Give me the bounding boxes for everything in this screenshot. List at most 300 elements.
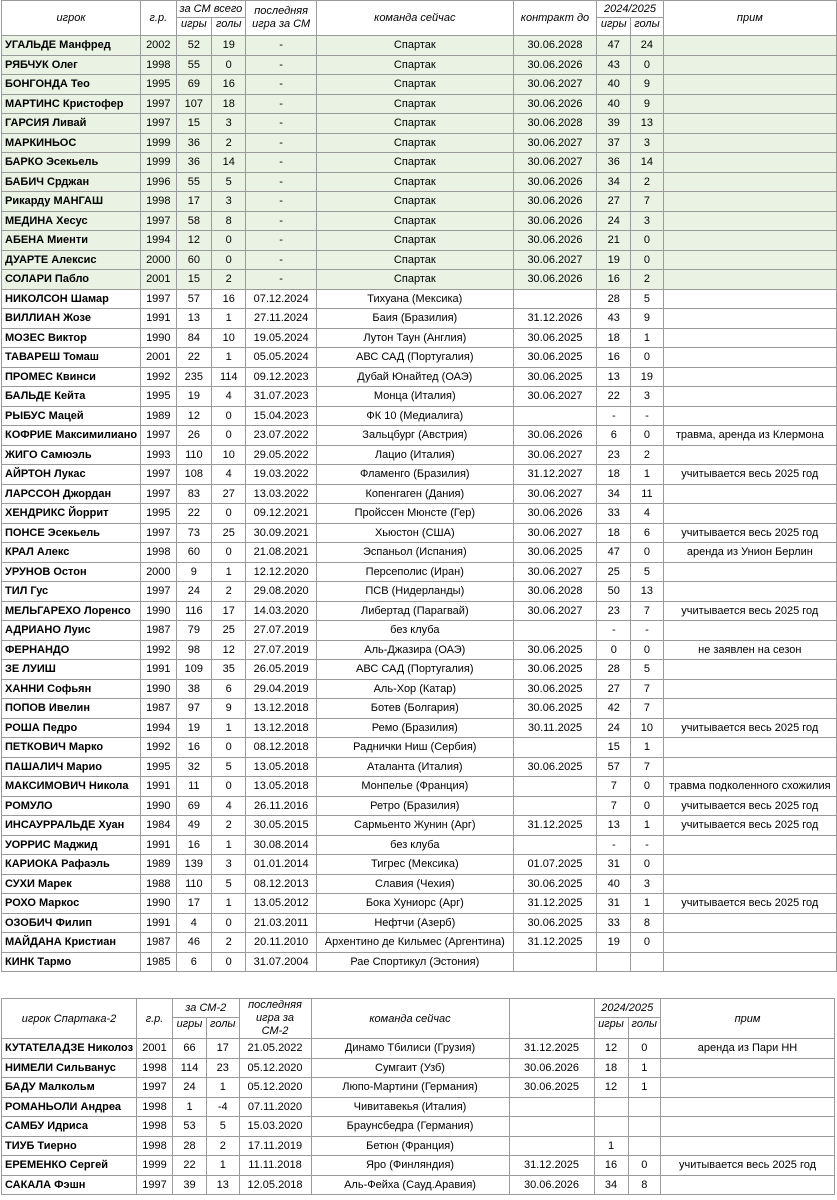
goals-cell: 0	[212, 55, 246, 75]
games-cell: 110	[176, 445, 212, 465]
player-name-cell: РОХО Маркос	[2, 894, 141, 914]
birth-year-cell: 1991	[141, 913, 176, 933]
season-goals-cell: 9	[631, 75, 663, 95]
spartak2-players-table	[1, 998, 835, 1195]
season-games-cell: 19	[597, 933, 631, 953]
player-name-cell: МЕЛЬГАРЕХО Лоренсо	[2, 601, 141, 621]
col-header-note: прим	[663, 1, 836, 36]
games-cell: 36	[176, 133, 212, 153]
games-cell: 15	[176, 270, 212, 290]
contract-cell: 30.06.2025	[513, 679, 597, 699]
season-games-cell: -	[597, 621, 631, 641]
season-games-cell: 28	[597, 289, 631, 309]
season-goals-cell: 3	[631, 874, 663, 894]
col-header-sm2-total: за СМ-2	[173, 999, 239, 1018]
games-cell: 24	[173, 1078, 207, 1098]
season-goals-cell: 2	[631, 270, 663, 290]
note-cell	[663, 835, 836, 855]
season-games-cell: 7	[597, 796, 631, 816]
season-goals-cell: 3	[631, 133, 663, 153]
contract-cell: 30.06.2025	[513, 913, 597, 933]
table-row	[2, 933, 837, 953]
goals-cell: 16	[212, 289, 246, 309]
table-row	[2, 777, 837, 797]
season-games-cell: 43	[597, 309, 631, 329]
season-goals-cell: 0	[631, 543, 663, 563]
table-row	[2, 348, 837, 368]
contract-cell: 30.06.2026	[513, 192, 597, 212]
goals-cell: -4	[207, 1097, 239, 1117]
team-cell: Дубай Юнайтед (ОАЭ)	[317, 367, 514, 387]
last-game-cell: 27.07.2019	[246, 621, 317, 641]
season-goals-cell: -	[631, 835, 663, 855]
season-games-cell: 18	[594, 1058, 628, 1078]
table-row	[2, 699, 837, 719]
season-goals-cell	[631, 952, 663, 972]
season-goals-cell: 0	[631, 250, 663, 270]
games-cell: 15	[176, 114, 212, 134]
team-cell: Спартак	[317, 192, 514, 212]
note-cell: учитывается весь 2025 год	[661, 1156, 835, 1176]
players-table	[1, 0, 837, 972]
player-name-cell: АЙРТОН Лукас	[2, 465, 141, 485]
team-cell: Аталанта (Италия)	[317, 757, 514, 777]
goals-cell: 0	[212, 738, 246, 758]
player-name-cell: ТИУБ Тиерно	[2, 1136, 137, 1156]
player-name-cell: ТИЛ Гус	[2, 582, 141, 602]
last-game-cell: 27.11.2024	[246, 309, 317, 329]
goals-cell: 19	[212, 36, 246, 56]
team-cell: Монпелье (Франция)	[317, 777, 514, 797]
games-cell: 73	[176, 523, 212, 543]
season-goals-cell: 0	[631, 640, 663, 660]
goals-cell: 0	[212, 406, 246, 426]
team-cell: Монца (Италия)	[317, 387, 514, 407]
games-cell: 12	[176, 406, 212, 426]
table-row	[2, 582, 837, 602]
contract-cell: 30.06.2025	[513, 874, 597, 894]
note-cell	[663, 250, 836, 270]
season-games-cell: 37	[597, 133, 631, 153]
games-cell: 116	[176, 601, 212, 621]
col-header-last-game: последняя игра за СМ	[246, 1, 317, 36]
season-games-cell: 57	[597, 757, 631, 777]
note-cell: учитывается весь 2025 год	[663, 523, 836, 543]
table-row	[2, 562, 837, 582]
season-games-cell: 22	[597, 387, 631, 407]
note-cell: травма, аренда из Клермона	[663, 426, 836, 446]
team-cell: Ремо (Бразилия)	[317, 718, 514, 738]
player-name-cell: АДРИАНО Луис	[2, 621, 141, 641]
player-name-cell: МАКСИМОВИЧ Никола	[2, 777, 141, 797]
note-cell	[663, 192, 836, 212]
note-cell	[663, 133, 836, 153]
note-cell	[663, 114, 836, 134]
col-header-last-game: последняя игра за СМ-2	[239, 999, 311, 1039]
player-name-cell: УРУНОВ Остон	[2, 562, 141, 582]
note-cell: учитывается весь 2025 год	[663, 816, 836, 836]
table-row	[2, 874, 837, 894]
note-cell	[663, 582, 836, 602]
player-name-cell: КОФРИЕ Максимилиано	[2, 426, 141, 446]
contract-cell: 30.06.2026	[513, 94, 597, 114]
season-goals-cell: 1	[631, 738, 663, 758]
games-cell: 19	[176, 718, 212, 738]
games-cell: 11	[176, 777, 212, 797]
last-game-cell: 26.05.2019	[246, 660, 317, 680]
season-goals-cell: 10	[631, 718, 663, 738]
contract-cell: 30.06.2027	[513, 484, 597, 504]
note-cell	[663, 172, 836, 192]
season-games-cell: 7	[597, 777, 631, 797]
col-header-season: 2024/2025	[594, 999, 660, 1018]
contract-cell: 30.06.2026	[513, 504, 597, 524]
season-games-cell: 23	[597, 601, 631, 621]
table-row	[2, 387, 837, 407]
team-cell: Аль-Фейха (Сауд.Аравия)	[311, 1175, 509, 1195]
goals-cell: 25	[212, 523, 246, 543]
note-cell	[663, 913, 836, 933]
player-name-cell: КИНК Тармо	[2, 952, 141, 972]
season-games-cell: 50	[597, 582, 631, 602]
note-cell	[663, 874, 836, 894]
games-cell: 58	[176, 211, 212, 231]
table-row	[2, 1097, 835, 1117]
team-cell: Ретро (Бразилия)	[317, 796, 514, 816]
team-cell: Нефтчи (Азерб)	[317, 913, 514, 933]
note-cell	[663, 933, 836, 953]
col-header-player: игрок Спартака-2	[2, 999, 137, 1039]
goals-cell: 3	[212, 114, 246, 134]
contract-cell: 30.06.2026	[513, 55, 597, 75]
last-game-cell: -	[246, 250, 317, 270]
col-header-team-now: команда сейчас	[317, 1, 514, 36]
team-cell: Лутон Таун (Англия)	[317, 328, 514, 348]
season-games-cell: 40	[597, 94, 631, 114]
team-cell: Баия (Бразилия)	[317, 309, 514, 329]
contract-cell: 31.12.2026	[513, 309, 597, 329]
last-game-cell: 12.12.2020	[246, 562, 317, 582]
games-cell: 6	[176, 952, 212, 972]
player-name-cell: МАРКИНЬОС	[2, 133, 141, 153]
table-row	[2, 1039, 835, 1059]
last-game-cell: 13.12.2018	[246, 699, 317, 719]
team-cell: Ботев (Болгария)	[317, 699, 514, 719]
note-cell	[663, 855, 836, 875]
goals-cell: 35	[212, 660, 246, 680]
games-cell: 69	[176, 75, 212, 95]
team-cell: Яро (Финляндия)	[311, 1156, 509, 1176]
birth-year-cell: 2002	[141, 36, 176, 56]
note-cell	[663, 348, 836, 368]
team-cell: без клуба	[317, 835, 514, 855]
season-games-cell: 27	[597, 679, 631, 699]
last-game-cell: 30.09.2021	[246, 523, 317, 543]
birth-year-cell: 1999	[141, 133, 176, 153]
birth-year-cell: 2000	[141, 250, 176, 270]
team-cell: Спартак	[317, 153, 514, 173]
table-row	[2, 94, 837, 114]
birth-year-cell: 1998	[137, 1136, 173, 1156]
contract-cell	[513, 406, 597, 426]
season-games-cell: 47	[597, 543, 631, 563]
contract-cell	[513, 738, 597, 758]
table-row	[2, 270, 837, 290]
goals-cell: 10	[212, 328, 246, 348]
team-cell: Бетюн (Франция)	[311, 1136, 509, 1156]
birth-year-cell: 1990	[141, 328, 176, 348]
last-game-cell: -	[246, 94, 317, 114]
contract-cell: 30.06.2026	[509, 1175, 594, 1195]
birth-year-cell: 1994	[141, 231, 176, 251]
last-game-cell: 08.12.2018	[246, 738, 317, 758]
goals-cell: 8	[212, 211, 246, 231]
goals-cell: 114	[212, 367, 246, 387]
col-header-season-games: игры	[594, 1018, 628, 1039]
team-cell: Лацио (Италия)	[317, 445, 514, 465]
birth-year-cell: 1997	[141, 426, 176, 446]
birth-year-cell: 1987	[141, 621, 176, 641]
last-game-cell: -	[246, 114, 317, 134]
table-row	[2, 738, 837, 758]
player-name-cell: САКАЛА Фэшн	[2, 1175, 137, 1195]
season-goals-cell: 1	[628, 1078, 660, 1098]
season-goals-cell: 0	[631, 231, 663, 251]
player-name-cell: БАДУ Малкольм	[2, 1078, 137, 1098]
player-name-cell: МАРТИНС Кристофер	[2, 94, 141, 114]
season-games-cell: 39	[597, 114, 631, 134]
player-name-cell: НИКОЛСОН Шамар	[2, 289, 141, 309]
last-game-cell: -	[246, 211, 317, 231]
last-game-cell: 30.05.2015	[246, 816, 317, 836]
table-row	[2, 1175, 835, 1195]
games-cell: 79	[176, 621, 212, 641]
note-cell: травма подколенного схожилия	[663, 777, 836, 797]
season-games-cell: 24	[597, 718, 631, 738]
season-games-cell	[594, 1117, 628, 1137]
player-name-cell: ЗЕ ЛУИШ	[2, 660, 141, 680]
goals-cell: 23	[207, 1058, 239, 1078]
birth-year-cell: 1995	[141, 504, 176, 524]
player-name-cell: КРАЛ Алекс	[2, 543, 141, 563]
team-cell: Спартак	[317, 211, 514, 231]
note-cell	[663, 328, 836, 348]
contract-cell: 30.06.2025	[513, 543, 597, 563]
note-cell	[661, 1117, 835, 1137]
note-cell	[663, 757, 836, 777]
table-row	[2, 133, 837, 153]
goals-cell: 27	[212, 484, 246, 504]
goals-cell: 2	[212, 582, 246, 602]
season-goals-cell: 3	[631, 211, 663, 231]
season-goals-cell: 13	[631, 114, 663, 134]
team-cell: Аль-Хор (Катар)	[317, 679, 514, 699]
player-name-cell: ЕРЕМЕНКО Сергей	[2, 1156, 137, 1176]
team-cell: Копенгаген (Дания)	[317, 484, 514, 504]
season-goals-cell: 2	[631, 172, 663, 192]
col-header-season-games: игры	[597, 18, 631, 36]
contract-cell	[513, 621, 597, 641]
contract-cell: 30.06.2026	[513, 231, 597, 251]
last-game-cell: 05.12.2020	[239, 1058, 311, 1078]
last-game-cell: 23.07.2022	[246, 426, 317, 446]
team-cell: Эспаньол (Испания)	[317, 543, 514, 563]
contract-cell: 30.06.2028	[513, 582, 597, 602]
team-cell: Персеполис (Иран)	[317, 562, 514, 582]
note-cell	[663, 562, 836, 582]
contract-cell	[513, 796, 597, 816]
player-name-cell: БАЛЬДЕ Кейта	[2, 387, 141, 407]
contract-cell: 31.12.2025	[509, 1039, 594, 1059]
note-cell	[663, 270, 836, 290]
player-name-cell: ХЕНДРИКС Йоррит	[2, 504, 141, 524]
season-goals-cell: 0	[628, 1156, 660, 1176]
table-row	[2, 36, 837, 56]
team-cell: Спартак	[317, 231, 514, 251]
birth-year-cell: 1993	[141, 445, 176, 465]
player-name-cell: ПОПОВ Ивелин	[2, 699, 141, 719]
table-row	[2, 621, 837, 641]
season-games-cell: -	[597, 835, 631, 855]
note-cell	[661, 1136, 835, 1156]
season-goals-cell: 7	[631, 679, 663, 699]
games-cell: 38	[176, 679, 212, 699]
season-games-cell: 16	[594, 1156, 628, 1176]
birth-year-cell: 1990	[141, 601, 176, 621]
goals-cell: 4	[212, 796, 246, 816]
goals-cell: 1	[207, 1156, 239, 1176]
birth-year-cell: 2000	[141, 562, 176, 582]
games-cell: 52	[176, 36, 212, 56]
season-goals-cell	[628, 1097, 660, 1117]
contract-cell	[513, 289, 597, 309]
games-cell: 16	[176, 738, 212, 758]
player-name-cell: БОНГОНДА Тео	[2, 75, 141, 95]
contract-cell: 31.12.2025	[513, 816, 597, 836]
goals-cell: 2	[212, 270, 246, 290]
games-cell: 28	[173, 1136, 207, 1156]
contract-cell: 30.06.2025	[513, 660, 597, 680]
games-cell: 66	[173, 1039, 207, 1059]
games-cell: 235	[176, 367, 212, 387]
games-cell: 32	[176, 757, 212, 777]
goals-cell: 0	[212, 426, 246, 446]
table-row	[2, 835, 837, 855]
season-games-cell: 19	[597, 250, 631, 270]
goals-cell: 1	[212, 309, 246, 329]
table-row	[2, 426, 837, 446]
season-games-cell: 12	[594, 1039, 628, 1059]
games-cell: 17	[176, 192, 212, 212]
col-header-player: игрок	[2, 1, 141, 36]
birth-year-cell: 1990	[141, 796, 176, 816]
contract-cell: 31.12.2025	[513, 933, 597, 953]
contract-cell: 01.07.2025	[513, 855, 597, 875]
table-row	[2, 1078, 835, 1098]
season-games-cell: 34	[597, 484, 631, 504]
table-row	[2, 718, 837, 738]
note-cell	[661, 1097, 835, 1117]
table-row	[2, 640, 837, 660]
season-goals-cell: 0	[628, 1039, 660, 1059]
last-game-cell: 29.04.2019	[246, 679, 317, 699]
season-goals-cell: 24	[631, 36, 663, 56]
last-game-cell: 31.07.2023	[246, 387, 317, 407]
team-cell: Чивитавекья (Италия)	[311, 1097, 509, 1117]
birth-year-cell: 1991	[141, 835, 176, 855]
note-cell	[663, 445, 836, 465]
col-header-season: 2024/2025	[597, 1, 663, 18]
season-goals-cell: 8	[628, 1175, 660, 1195]
team-cell: Браунсбедра (Германия)	[311, 1117, 509, 1137]
goals-cell: 14	[212, 153, 246, 173]
birth-year-cell: 1998	[141, 192, 176, 212]
last-game-cell: 20.11.2010	[246, 933, 317, 953]
season-games-cell: 33	[597, 504, 631, 524]
note-cell	[663, 309, 836, 329]
season-goals-cell: 5	[631, 289, 663, 309]
goals-cell: 1	[212, 718, 246, 738]
contract-cell: 31.12.2027	[513, 465, 597, 485]
birth-year-cell: 1985	[141, 952, 176, 972]
table-row	[2, 153, 837, 173]
birth-year-cell: 2001	[137, 1039, 173, 1059]
last-game-cell: 29.08.2020	[246, 582, 317, 602]
birth-year-cell: 1992	[141, 640, 176, 660]
table-row	[2, 816, 837, 836]
birth-year-cell: 1997	[141, 523, 176, 543]
goals-cell: 0	[212, 231, 246, 251]
birth-year-cell: 1998	[137, 1058, 173, 1078]
last-game-cell: 13.05.2012	[246, 894, 317, 914]
goals-cell: 1	[212, 835, 246, 855]
goals-cell: 17	[207, 1039, 239, 1059]
goals-cell: 2	[207, 1136, 239, 1156]
goals-cell: 16	[212, 75, 246, 95]
birth-year-cell: 1991	[141, 777, 176, 797]
team-cell: ПСВ (Нидерланды)	[317, 582, 514, 602]
season-games-cell: 18	[597, 328, 631, 348]
contract-cell: 30.06.2027	[513, 562, 597, 582]
table-row	[2, 1156, 835, 1176]
team-cell: Спартак	[317, 55, 514, 75]
birth-year-cell: 1990	[141, 679, 176, 699]
season-goals-cell: 0	[631, 933, 663, 953]
games-cell: 17	[176, 894, 212, 914]
games-cell: 98	[176, 640, 212, 660]
table-row	[2, 172, 837, 192]
last-game-cell: 15.04.2023	[246, 406, 317, 426]
season-games-cell: 13	[597, 367, 631, 387]
note-cell	[663, 211, 836, 231]
last-game-cell: 19.03.2022	[246, 465, 317, 485]
last-game-cell: 13.05.2018	[246, 777, 317, 797]
season-games-cell: 27	[597, 192, 631, 212]
birth-year-cell: 1997	[141, 211, 176, 231]
birth-year-cell: 1997	[141, 465, 176, 485]
last-game-cell: 08.12.2013	[246, 874, 317, 894]
goals-cell: 9	[212, 699, 246, 719]
last-game-cell: -	[246, 36, 317, 56]
player-name-cell: МАЙДАНА Кристиан	[2, 933, 141, 953]
note-cell	[663, 75, 836, 95]
last-game-cell: 13.12.2018	[246, 718, 317, 738]
birth-year-cell: 1996	[141, 172, 176, 192]
col-header-birth-year: г.р.	[141, 1, 176, 36]
season-goals-cell: 19	[631, 367, 663, 387]
birth-year-cell: 1987	[141, 699, 176, 719]
table-row	[2, 309, 837, 329]
